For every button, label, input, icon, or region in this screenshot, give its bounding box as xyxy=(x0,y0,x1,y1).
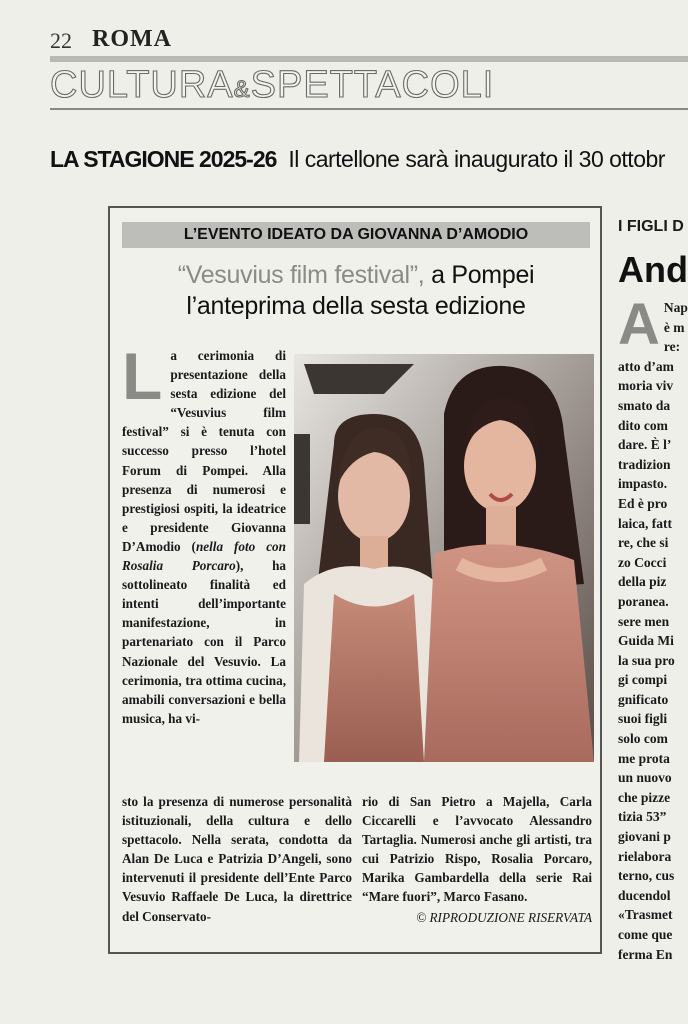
side-body-line: dito com xyxy=(618,417,668,433)
side-body-line: dare. È l’ xyxy=(618,437,672,453)
side-body-line: gi compi xyxy=(618,672,668,688)
headline-line2: l’anteprima della sesta edizione xyxy=(186,292,526,320)
headline-location: a Pompei xyxy=(424,261,535,289)
side-body-line: terno, cus xyxy=(618,868,675,884)
side-body-line: suoi figli xyxy=(618,711,668,727)
side-body-line: re: xyxy=(663,339,681,355)
dropcap-letter: L xyxy=(122,339,163,413)
body-photo-caption: nella foto con Rosalia Porcaro xyxy=(122,538,286,574)
side-body-line: smato da xyxy=(618,397,671,413)
side-body-line: «Trasmet xyxy=(618,907,673,923)
body-text-lower-right: rio di San Pietro a Majella, Carla Ciccarelli e l’avvocato Alessandro Tartaglia. Numerosi anche gli artisti, tra cui Patrizio Rispo, Rosalia Porcaro, Marika Gambardella della serie Rai “Mare fuori”, Marco Fasano. xyxy=(362,794,592,905)
body-text-part1: a cerimonia di presentazione della sesta edizione del “Vesuvius film festival” si è tenuta con successo presso l’hotel Forum di Pompei. Alla presenza di numerosi e prestigiosi ospiti, la ideatrice e presidente Giovanna D’Amodio ( xyxy=(122,348,286,554)
side-body-line: re, che si xyxy=(618,535,669,551)
side-body-line: solo com xyxy=(618,731,668,747)
header-rule-bottom xyxy=(50,108,688,110)
top-story-line xyxy=(50,146,665,173)
article-body-lower-left: sto la presenza di numerose personalità istituzionali, della cultura e dello spettacolo. Nella serata, condotta da Alan De Luca e Patrizia D’Angeli, sono intervenuti il presidente dell’Ente Parco Vesuvio Raffaele De Luca, la direttrice del Conservato- xyxy=(122,794,352,924)
side-kicker: I FIGLI D xyxy=(618,218,684,235)
side-headline: And xyxy=(618,249,688,290)
side-body-line: zo Cocci xyxy=(618,554,667,570)
article-body-col1 xyxy=(122,339,286,728)
side-body-line: Nap xyxy=(663,300,688,315)
city-label: ROMA xyxy=(92,26,172,52)
side-body-line: è m xyxy=(663,319,685,335)
side-body-line: tizia 53” xyxy=(618,809,667,825)
side-body-line: Ed è pro xyxy=(618,495,668,511)
article-box xyxy=(108,206,602,954)
side-body-line: me prota xyxy=(618,750,670,766)
side-body-line: Guida Mi xyxy=(618,633,674,649)
top-story-headline: Il cartellone sarà inaugurato il 30 ottobr xyxy=(288,146,665,172)
section-title-right: SPETTACOLI xyxy=(250,64,495,106)
body-text-part2: ), ha sottolineato finalità ed intenti dell’importante manifestazione, in partenariato con il Parco Nazionale del Vesuvio. La cerimonia, tra ottima cucina, amabili conversazioni e bella musica, ha vi- xyxy=(122,558,286,726)
side-body-line: ducendol xyxy=(618,887,671,903)
side-body-line: ferma En xyxy=(618,946,673,962)
side-article xyxy=(618,206,688,966)
side-body-line: laica, fatt xyxy=(618,515,672,531)
side-body xyxy=(618,292,688,964)
article-body-lower-right xyxy=(362,792,592,927)
section-title-amp: & xyxy=(233,76,251,103)
side-body-line: un nuovo xyxy=(618,770,672,786)
side-body-line: la sua pro xyxy=(618,652,675,668)
article-headline xyxy=(118,260,594,322)
side-body-line: impasto. xyxy=(618,476,668,492)
page-number: 22 xyxy=(50,28,72,53)
copyright-notice: © RIPRODUZIONE RISERVATA xyxy=(416,909,592,925)
side-body-line: gnificato xyxy=(618,691,669,707)
side-body-line: atto d’am xyxy=(618,358,674,374)
article-kicker: L’EVENTO IDEATO DA GIOVANNA D’AMODIO xyxy=(122,222,590,248)
article-photo xyxy=(294,354,594,762)
side-body-line: giovani p xyxy=(618,829,671,845)
side-body-line: come que xyxy=(618,927,673,942)
side-body-line: della piz xyxy=(618,574,667,590)
photo-two-women xyxy=(294,354,594,762)
top-story-kicker: LA STAGIONE 2025-26 xyxy=(50,146,277,172)
side-body-line: sere men xyxy=(618,613,670,629)
headline-festival-name: “Vesuvius film festival”, xyxy=(177,261,425,289)
side-body-line: poranea. xyxy=(618,593,669,609)
side-body-line: che pizze xyxy=(618,789,671,805)
side-dropcap: A xyxy=(618,292,660,357)
section-title xyxy=(50,66,494,104)
side-body-line: rielabora xyxy=(618,848,672,864)
side-body-line: moria viv xyxy=(618,378,674,394)
side-body-line: tradizion xyxy=(618,456,671,472)
header-rule-top xyxy=(50,56,688,62)
section-title-left: CULTURA xyxy=(50,64,234,106)
